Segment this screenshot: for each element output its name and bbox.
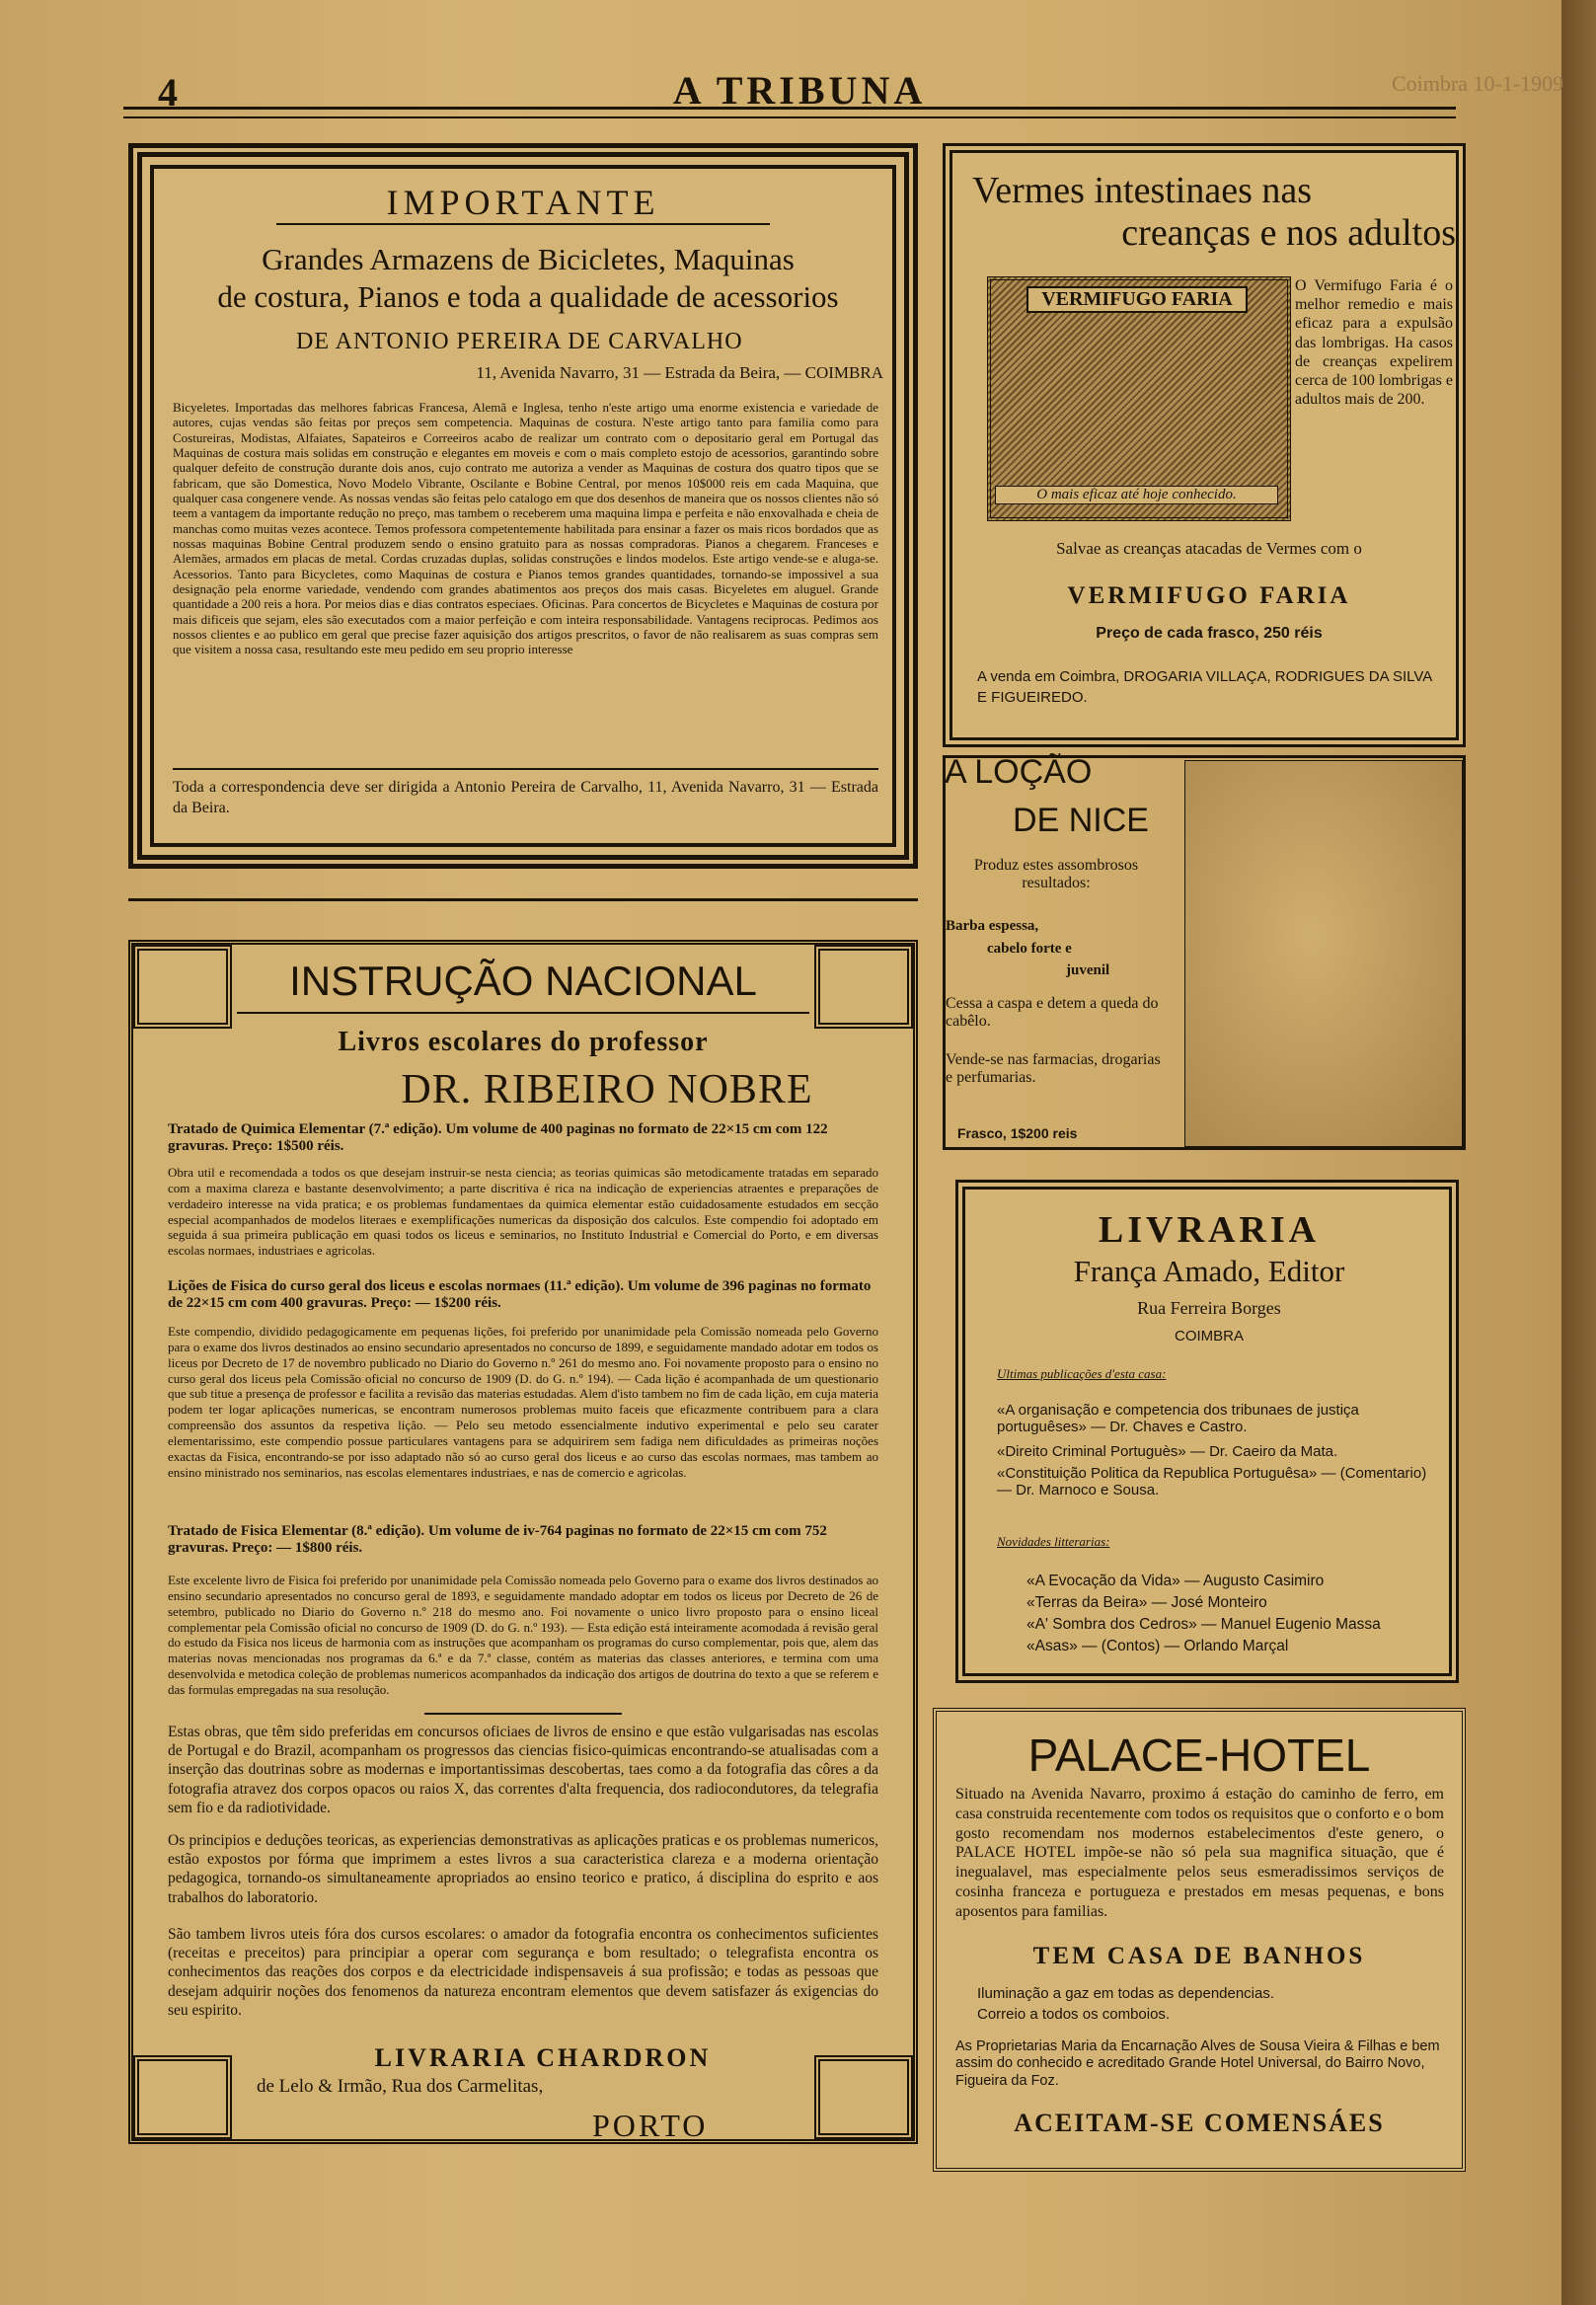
- locao-effect-2: cabelo forte e: [987, 941, 1072, 957]
- importante-address: 11, Avenida Navarro, 31 — Estrada da Beira, — COIMBRA: [476, 363, 883, 382]
- closing-1: Estas obras, que têm sido preferidas em concursos oficiaes de livros de ensino e que estão vulgarisadas nas escolas de Portugal e do Brazil, acompanham os progressos das ciencias fisico-quimicas encontrando-se atualisadas com a inserção das doutrinas sobre as modernas e importantissimas descobertas, taes como a da fotografia das côres a da fotografia atravez dos corpos opacos ou raios X, das correntes d'alta frequencia, dos radiocondutores, da telegrafia sem fio e da radiotividade.: [168, 1724, 878, 1816]
- locao-extra: Cessa a caspa e detem a queda do cabêlo.: [946, 995, 1159, 1031]
- palace-line-2: Correio a todos os comboios.: [977, 2006, 1171, 2023]
- publisher-address: de Lelo & Irmão, Rua dos Carmelitas,: [257, 2076, 544, 2097]
- livraria-name: França Amado, Editor: [1073, 1254, 1345, 1288]
- importante-heading-2: de costura, Pianos e toda a qualidade de acessorios: [217, 279, 839, 314]
- instrucao-author: DR. RIBEIRO NOBRE: [401, 1067, 813, 1113]
- vermes-title-1: Vermes intestinaes nas: [972, 170, 1313, 211]
- instrucao-title: INSTRUÇÃO NACIONAL: [289, 958, 757, 1004]
- vermifugo-label: VERMIFUGO FARIA: [1026, 286, 1248, 313]
- instrucao-subtitle: Livros escolares do professor: [338, 1027, 709, 1057]
- palace-banhos: TEM CASA DE BANHOS: [1032, 1943, 1366, 1969]
- palace-owners: As Proprietarias Maria da Encarnação Alves de Sousa Vieira & Filhas e bem assim do conhecido e acreditado Grande Hotel Universal, do Bairro Novo, Figueira da Foz.: [955, 2038, 1440, 2089]
- knot-ornament: [133, 2055, 232, 2139]
- vermes-sale: A venda em Coimbra, DROGARIA VILLAÇA, RODRIGUES DA SILVA E FIGUEIREDO.: [977, 668, 1432, 706]
- vermes-save: Salvae as creanças atacadas de Vermes com o: [1056, 539, 1362, 558]
- instrucao-title-rule: [237, 1012, 809, 1014]
- faint-stamp: Coimbra 10-1-1909: [1392, 71, 1564, 96]
- book3-title: Tratado de Fisica Elementar (8.ª edição). Um volume de iv-764 paginas no formato de 22×15 cm com 752 gravuras. Preço: — 1$800 réis.: [168, 1523, 827, 1557]
- importante-body: Bicyeletes. Importadas das melhores fabricas Francesa, Alemã e Inglesa, tenho n'este artigo uma enorme existencia e variedade de autores, cujas vendas são feitas por preços sem competencia. Maquinas de costura. N'este artigo tanto para familia como para Costureiras, Modistas, Alfaiates, Sapateiros e Correeiros acabo de realizar um contrato com o depositario geral em Portugal das Maquinas de costura mais solidas em construção e elegantes em moveis e com o mais completo estojo de acessorios, garantindo sobre qualquer defeito de construção durante dois anos, cujo contrato me autoriza a vender as Maquinas de costura dos quatro tipos que se fabricam, que são Domestica, Novo Modelo Vibrante, Oscilante e Bobine Central, por menos 10$000 reis em cada Maquina, que qualquer casa congenere vende. As nossas vendas são feitas pelo catalogo em que dos desenhos de maneira que os nossos clientes não só teem a vantagem da importante redução no preço, mas tambem o receberem uma maquina limpa e perfeita e não enxovalhada e cheia de manchas como muitas vezes acontece. Temos professora competentemente habilitada para ensinar a fazer os mais ricos bordados que as nossas maquinas Bobine Central produzem sendo o ensino gratuito para as nossas compradoras. Pianos a chegarem. Franceses e Alemães, armados em placas de metal. Cordas cruzadas duplas, solidas construções e lindos modelos. Este artigo vende-se e aluga-se. Acessorios. Tanto para Bicycletes, como Maquinas de costura e Pianos temos grandes quantidades, tornando-se impossivel a sua designação pela enorme variedade, vendendo com grandes abatimentos aos preços dos mais casas. Bicyeletes em aluguel. Grande quantidade a 200 reis a hora. Por meios dias e dias contratos especiaes. Oficinas. Para concertos de Bicycletes e Maquinas de costura por mais dificeis que sejam, eles são executados com a maior perfeição e com inteira responsabilidade. Vantagens reciprocas. Pedimos aos nossos clientes e ao publico em geral que precise fazer aquisição dos artigos prescritos, o favor de não realisarem as suas compras sem que visitem a nossa casa, resultando este meu pedido em seu proprio interesse: [173, 400, 878, 657]
- recent-item: «A organisação e competencia dos tribunaes de justiça portuguêses» — Dr. Chaves e Castro.: [997, 1402, 1359, 1436]
- closing-2: Os principios e deduções teoricas, as experiencias demonstrativas as aplicações praticas e os problemas numericos, estão expostos por fórma que imprimem a estes livros a sua caracteristica clareza e a moderna orientação pedagogica, tornando-os simultaneamente apropriados ao ensino teorico e pratico, á disciplina do esprito e aos trabalhos do laboratorio.: [168, 1832, 878, 1906]
- importante-divider: [173, 768, 878, 770]
- book2-text: Este compendio, dividido pedagogicamente em pequenas lições, foi preferido por unanimidade pela Comissão nomeada pelo Governo para o exame dos livros destinados ao ensino secundario apresentados no concurso de 1899, e seguidamente mandado adotar em todos os liceus por Decreto de 17 de novembro publicado no Diario do Governo n.º 261 do mesmo ano. Foi novamente proposto para o ensino no curso geral dos liceus pela Comissão oficial no concurso de 1909 (D. do G. n.º 194). — Cada lição é acompanhada de um questionario que sub titue a presença de professor e facilita a revisão das materias estudadas. Alem d'isto tambem no fim de cada lição, em cuja materia podem ter logar aplicações numericas, se encontram numerosos problemas muito faceis que eficazmente contribuem para a clara compreensão dos assuntos da respetiva lição. — Pelo seu metodo essencialmente indutivo experimental e pelo seu carater elementarissimo, este compendio possue particulares vantagens para se adquirirem sem fadiga nem dificuldades as primeiras noções exactas da Fisica, encontrando-se por isso adaptado não só ao curso geral dos liceus e ao curso das escolas normaes, mas tambem ao ensino ministrado nos seminarios, nas escolas elementares industriaes, e nas de comercio e agricolas.: [168, 1324, 878, 1480]
- vermes-brand: VERMIFUGO FARIA: [1067, 582, 1351, 609]
- locao-sale: Vende-se nas farmacias, drogarias e perfumarias.: [946, 1051, 1161, 1087]
- novelty-item: «A' Sombra dos Cedros» — Manuel Eugenio Massa: [1026, 1616, 1381, 1633]
- book3-text: Este excelente livro de Fisica foi preferido por unanimidade pela Comissão nomeada pelo Governo para o exame dos livros destinados ao ensino secundario apresentados no concurso geral de 1893, e seguidamente mandado adoptar em todos os liceus por Decreto de 26 de setembro, publicado no Diario do Governo n.º 218 do mesmo ano. Foi novamente o unico livro proposto para o ensino liceal complementar pela Comissão oficial no concurso de 1909 (D. do G. n.º 193). — Esta edição está inteiramente acomodada á revisão geral do estudo da Fisica nos liceus de harmonia com as instruções que acompanham os programas do curso complementar, pois que, alem das materias novas mencionadas nos programas da 6.ª e da 7.ª classe, contém as materias das classes anteriores, e termina com uma desenvolvida e metodica coleção de problemas numericos acompanhados da indicação dos artigos de doutrina do texto a que se referem e das formulas empregadas na sua resolução.: [168, 1573, 878, 1698]
- knot-ornament: [133, 945, 232, 1029]
- palace-body: Situado na Avenida Navarro, proximo á estação do caminho de ferro, em casa construida recentemente com todos os requisitos que o conforto e o bom gosto recomendam nos modernos estabelecimentos d'este genero, o PALACE HOTEL impõe-se não só pela sua magnifica situação, que é inegualavel, mas especialmente pelos seus esmeradissimos serviços de cosinha franceza e portugueza e prestados em mesas pequenas, e bons aposentos para familias.: [955, 1786, 1444, 1920]
- novelty-item: «Asas» — (Contos) — Orlando Marçal: [1026, 1638, 1289, 1654]
- locao-effect-3: juvenil: [1066, 962, 1110, 978]
- importante-footer: Toda a correspondencia deve ser dirigida a Antonio Pereira de Carvalho, 11, Avenida Navarro, 31 — Estrada da Beira.: [173, 779, 878, 816]
- publisher-city: PORTO: [592, 2108, 709, 2143]
- locao-intro: Produz estes assombrosos resultados:: [973, 857, 1139, 892]
- locao-price: Frasco, 1$200 reis: [957, 1125, 1078, 1141]
- vermes-side: O Vermifugo Faria é o melhor remedio e mais eficaz para a expulsão das lombrigas. Ha casos de creanças expelirem cerca de 100 lombrigas e adultos mais de 200.: [1295, 277, 1453, 409]
- locao-effect-1: Barba espessa,: [946, 918, 1039, 934]
- palace-title: PALACE-HOTEL: [1027, 1729, 1371, 1781]
- publisher-name: LIVRARIA CHARDRON: [374, 2043, 712, 2072]
- palace-footer: ACEITAM-SE COMENSÁES: [1014, 2109, 1385, 2137]
- book1-title: Tratado de Quimica Elementar (7.ª edição). Um volume de 400 paginas no formato de 22×15 cm com 122 gravuras. Preço: 1$500 réis.: [168, 1121, 828, 1155]
- column-divider: [128, 898, 918, 901]
- importante-title: IMPORTANTE: [276, 183, 770, 225]
- portrait-illustration: [1184, 760, 1463, 1147]
- novelties-label: Novidades litterarias:: [997, 1534, 1110, 1549]
- vermifugo-illustration: [987, 276, 1291, 521]
- locao-title-1: A LOÇÃO: [945, 753, 1093, 791]
- knot-ornament: [814, 945, 913, 1029]
- header-rule: [123, 107, 1456, 118]
- importante-heading-1: Grandes Armazens de Bicicletes, Maquinas: [262, 242, 795, 276]
- recent-item: «Constituição Politica da Republica Portuguêsa» — (Comentario) — Dr. Marnoco e Sousa.: [997, 1465, 1427, 1499]
- vermifugo-caption: O mais eficaz até hoje conhecido.: [995, 486, 1278, 504]
- novelty-item: «A Evocação da Vida» — Augusto Casimiro: [1026, 1573, 1325, 1589]
- instrucao-divider: [424, 1713, 622, 1715]
- page-number: 4: [158, 70, 178, 115]
- recent-label: Ultimas publicações d'esta casa:: [997, 1366, 1167, 1381]
- locao-title-2: DE NICE: [1013, 802, 1149, 839]
- vermes-price: Preço de cada frasco, 250 réis: [1096, 625, 1323, 642]
- palace-line-1: Iluminação a gaz em todas as dependencias.: [977, 1985, 1275, 2002]
- novelty-item: «Terras da Beira» — José Monteiro: [1026, 1594, 1267, 1611]
- livraria-city: COIMBRA: [1174, 1328, 1244, 1345]
- knot-ornament: [814, 2055, 913, 2139]
- book2-title: Lições de Fisica do curso geral dos liceus e escolas normaes (11.ª edição). Um volume de 396 paginas no formato de 22×15 cm com 400 gravuras. Preço: — 1$200 réis.: [168, 1278, 872, 1312]
- recent-item: «Direito Criminal Portuguès» — Dr. Caeiro da Mata.: [997, 1443, 1338, 1460]
- vermes-title-2: creanças e nos adultos: [1121, 212, 1456, 254]
- livraria-title: LIVRARIA: [1098, 1209, 1321, 1251]
- importante-owner: DE ANTONIO PEREIRA DE CARVALHO: [296, 329, 743, 354]
- page-edge: [1561, 0, 1596, 2305]
- masthead: A TRIBUNA: [672, 68, 927, 113]
- closing-3: São tambem livros uteis fóra dos cursos escolares: o amador da fotografia encontra os conhecimentos suficientes (receitas e preceitos) para principiar a operar com segurança e bom resultado; o telegrafista encontra os conhecimentos das reações dos corpos e da electricidade indispensaveis á sua profissão; e todas as pessoas que desejam adquirir noções dos fenomenos da natureza encontram elementos que devem satisfazer ás exigencias do seu espirito.: [168, 1926, 878, 2019]
- book1-text: Obra util e recomendada a todos os que desejam instruir-se nesta ciencia; as teorias quimicas são metodicamente tratadas em separado com a maxima clareza e bastante desenvolvimento; a parte discritiva é rica na indicação de experiencias atraentes e preparações de verdadeiro interesse na vida pratica; e os problemas fundamentaes da quimica elementar estão cuidadosamente estudados em secção especial acompanhados de modelos literaes e exemplificações numericas da disposição dos calculos. Este compendio foi adoptado em seguida á sua primeira publicação em quasi todos os liceus e seminarios, no Instituto Industrial e Comercial do Porto, e em diversas escolas normaes, industriaes e agricolas.: [168, 1165, 878, 1259]
- livraria-street: Rua Ferreira Borges: [1137, 1298, 1281, 1318]
